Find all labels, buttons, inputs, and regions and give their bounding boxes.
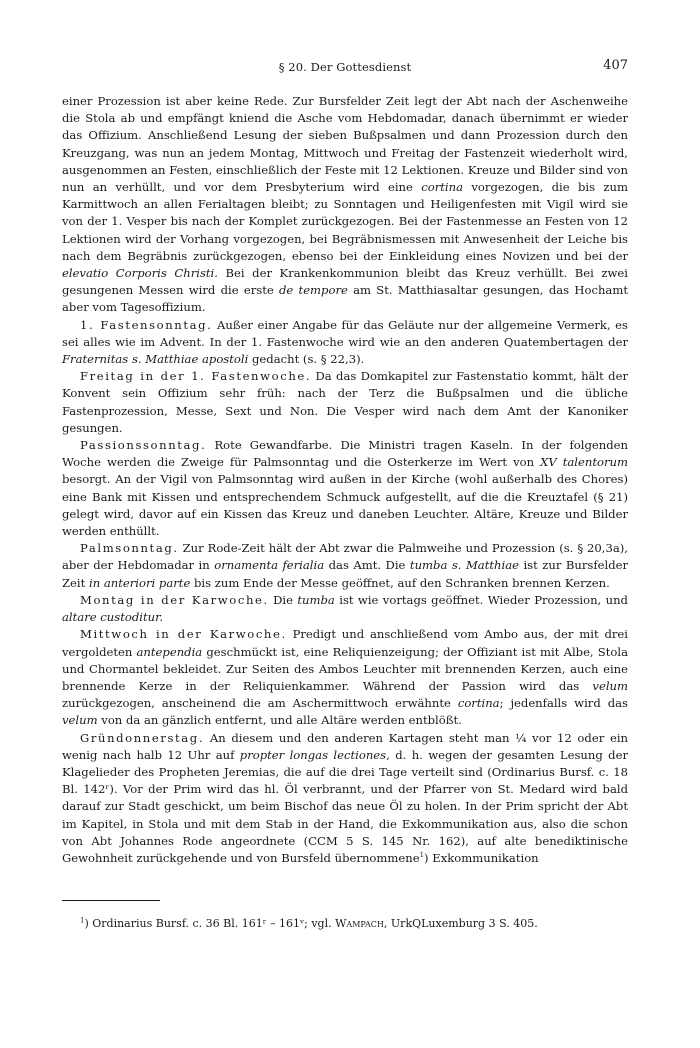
day-heading: Freitag in der 1. Fastenwoche.: [80, 369, 312, 384]
page-number: 407: [603, 58, 628, 73]
body-text: [62, 93, 628, 867]
latin-term: antependia: [136, 644, 203, 659]
text-run: ) Exkommunikation: [424, 850, 539, 865]
text-run: zurückgezogen, anscheinend die am Aschermittwoch erwähnte: [62, 696, 458, 711]
text-run: Predigt und anschließend vom Ambo aus, der mit drei vergoldeten: [62, 627, 628, 659]
day-heading: Montag in der Karwoche.: [80, 592, 269, 607]
running-head: [62, 58, 628, 78]
text-run: einer Prozession ist aber keine Rede. Zur Bursfelder Zeit legt der Abt nach der Aschenweihe die Stola ab und empfängt kniend die Asche vom Hebdomadar, danach übernimmt er wieder das Offizium. Anschließend Lesung der sieben Bußpsalmen und dann Prozession durch den Kreuzgang, was nun an jedem Montag, Mittwoch und Freitag der Fastenzeit wiederholt wird, ausgenommen an Festen, einschließlich der Feste mit 12 Lektionen. Kreuze und Bilder sind von nun an verhüllt, und vor dem Presbyterium wird eine: [62, 94, 628, 195]
latin-term: de tempore: [278, 283, 348, 298]
text-run: ist wie vortags geöffnet. Wieder Prozession, und: [334, 592, 628, 607]
day-heading: Passionssonntag.: [80, 438, 207, 453]
latin-term: in anteriori parte: [88, 575, 191, 590]
latin-term: propter longas lectiones: [239, 747, 387, 762]
day-heading: 1. Fastensonntag.: [80, 317, 213, 332]
footnote-paren: ): [84, 917, 93, 930]
paragraph: [62, 317, 628, 369]
paragraph: [62, 368, 628, 437]
paragraph: [62, 93, 628, 317]
text-run: besorgt. An der Vigil von Palmsonntag wird außen in der Kirche (wohl außerhalb des Chores) eine Bank mit Kissen und entsprechendem Schmuck aufgestellt, auf die die Kreuztafel (§ 21) gelegt wird, davor auf ein Kissen das Kreuz und daneben Leuchter. Altäre, Kreuze und Bilder werden enthüllt.: [62, 472, 628, 539]
text-run: ; jedenfalls wird das: [499, 696, 628, 711]
latin-term: XV talentorum: [540, 455, 628, 470]
latin-term: Fraternitas s. Matthiae apostoli: [62, 352, 249, 367]
paragraph: [62, 626, 628, 729]
latin-term: velum: [62, 713, 98, 728]
book-page: [62, 0, 628, 1048]
author-name: Wampach: [335, 917, 384, 930]
text-run: Die: [268, 592, 298, 607]
paragraph: [62, 540, 628, 592]
text-run: Zur Rode-Zeit hält der Abt zwar die Palmweihe und Prozession (s. § 20,3a), aber der Hebdomadar in: [62, 541, 628, 573]
text-run: Rote Gewandfarbe. Die Ministri tragen Kaseln. In der folgenden Woche werden die Zweige für Palmsonntag und die Osterkerze im Wert von: [62, 438, 628, 470]
text-run: vorgezogen, die bis zum Karmittwoch an allen Ferialtagen bleibt; zu Sonntagen und Heiligenfesten mit Vigil wird sie von der 1. Vesper bis nach der Komplet zurückgezogen. Bei der Fastenmesse an Festen von 12 Lektionen wird der Vorhang vorgezogen, bei Begräbnismessen mit Anwesenheit der Leiche bis nach dem Begräbnis zurückgezogen, ebenso bei der Einkleidung eines Novizen und bei der: [62, 180, 628, 263]
text-run: das Amt. Die: [324, 558, 410, 573]
latin-term: ornamenta ferialia: [214, 558, 325, 573]
latin-term: cortina: [457, 696, 500, 711]
text-run: An diesem und den anderen Kartagen steht man ¼ vor 12 oder ein wenig nach halb 12 Uhr auf: [62, 730, 628, 762]
footnote-marker: 1: [419, 851, 425, 860]
text-run: Da das Domkapitel zur Fastenstatio kommt, hält der Konvent sein Offizium sehr früh: nach der Terz die Bußpsalmen und die übliche Fastenprozession, Messe, Sext und Non. Die Vesper wird nach dem Amt der Kanoniker gesungen.: [62, 369, 628, 435]
latin-term: cortina: [421, 180, 464, 195]
text-run: Ordinarius Bursf. c. 36 Bl. 161ʳ – 161ᵛ; vgl.: [92, 917, 336, 930]
day-heading: Mittwoch in der Karwoche.: [80, 627, 287, 642]
paragraph: [62, 437, 628, 540]
text-run: Bei der Krankenkommunion bleibt das Kreuz verhüllt. Bei zwei gesungenen Messen wird die erste: [62, 266, 628, 298]
day-heading: Gründonnerstag.: [80, 730, 205, 745]
footnote: [62, 916, 628, 931]
latin-term: tumba s. Matthiae: [409, 558, 519, 573]
latin-term: tumba: [297, 592, 335, 607]
latin-term: altare custoditur.: [62, 610, 164, 625]
text-run: , UrkQLuxemburg 3 S. 405.: [383, 917, 538, 930]
text-run: geschmückt ist, eine Reliquienzeigung; der Offiziant ist mit Albe, Stola und Chormantel bekleidet. Zur Seiten des Ambos Leuchter mit brennenden Kerzen, auch eine brennende Kerze in der Reliquienkammer. Während der Passion wird das: [62, 644, 628, 693]
latin-term: velum: [592, 678, 628, 693]
paragraph: [62, 592, 628, 626]
footnote-number: 1: [80, 916, 85, 925]
text-run: am St. Matthiasaltar gesungen, das Hochamt aber vom Tagesoffizium.: [62, 283, 628, 315]
text-run: Außer einer Angabe für das Geläute nur der allgemeine Vermerk, es sei alles wie im Advent. In der 1. Fastenwoche wird wie an den anderen Quatembertagen der: [62, 317, 628, 349]
text-run: bis zum Ende der Messe geöffnet, auf den Schranken brennen Kerzen.: [190, 575, 610, 590]
day-heading: Palmsonntag.: [80, 541, 179, 556]
text-run: ist zur Bursfelder Zeit: [62, 558, 629, 590]
text-run: gedacht (s. § 22,3).: [248, 352, 365, 367]
text-run: , d. h. wegen der gesamten Lesung der Klagelieder des Propheten Jeremias, die auf die drei Tage verteilt sind (Ordinarius Bursf. c. 18 Bl. 142ʳ). Vor der Prim wird das hl. Öl verbrannt, und der Pfarrer von St. Medard wird bald darauf zur Stadt geschickt, um beim Bischof das neue Öl zu holen. In der Prim spricht der Abt im Kapitel, in Stola und mit dem Stab in der Hand, die Exkommunikation aus, also die schon von Abt Johannes Rode angeordnete (CCM 5 S. 145 Nr. 162), auf alte benediktinische Gewohnheit zurückgehende und von Bursfeld übernommene: [62, 747, 628, 865]
footnote-rule: [62, 900, 160, 901]
paragraph: [62, 730, 628, 868]
text-run: von da an gänzlich entfernt, und alle Altäre werden entblößt.: [97, 713, 462, 728]
latin-term: elevatio Corporis Christi.: [62, 266, 218, 281]
section-title: § 20. Der Gottesdienst: [278, 60, 412, 74]
